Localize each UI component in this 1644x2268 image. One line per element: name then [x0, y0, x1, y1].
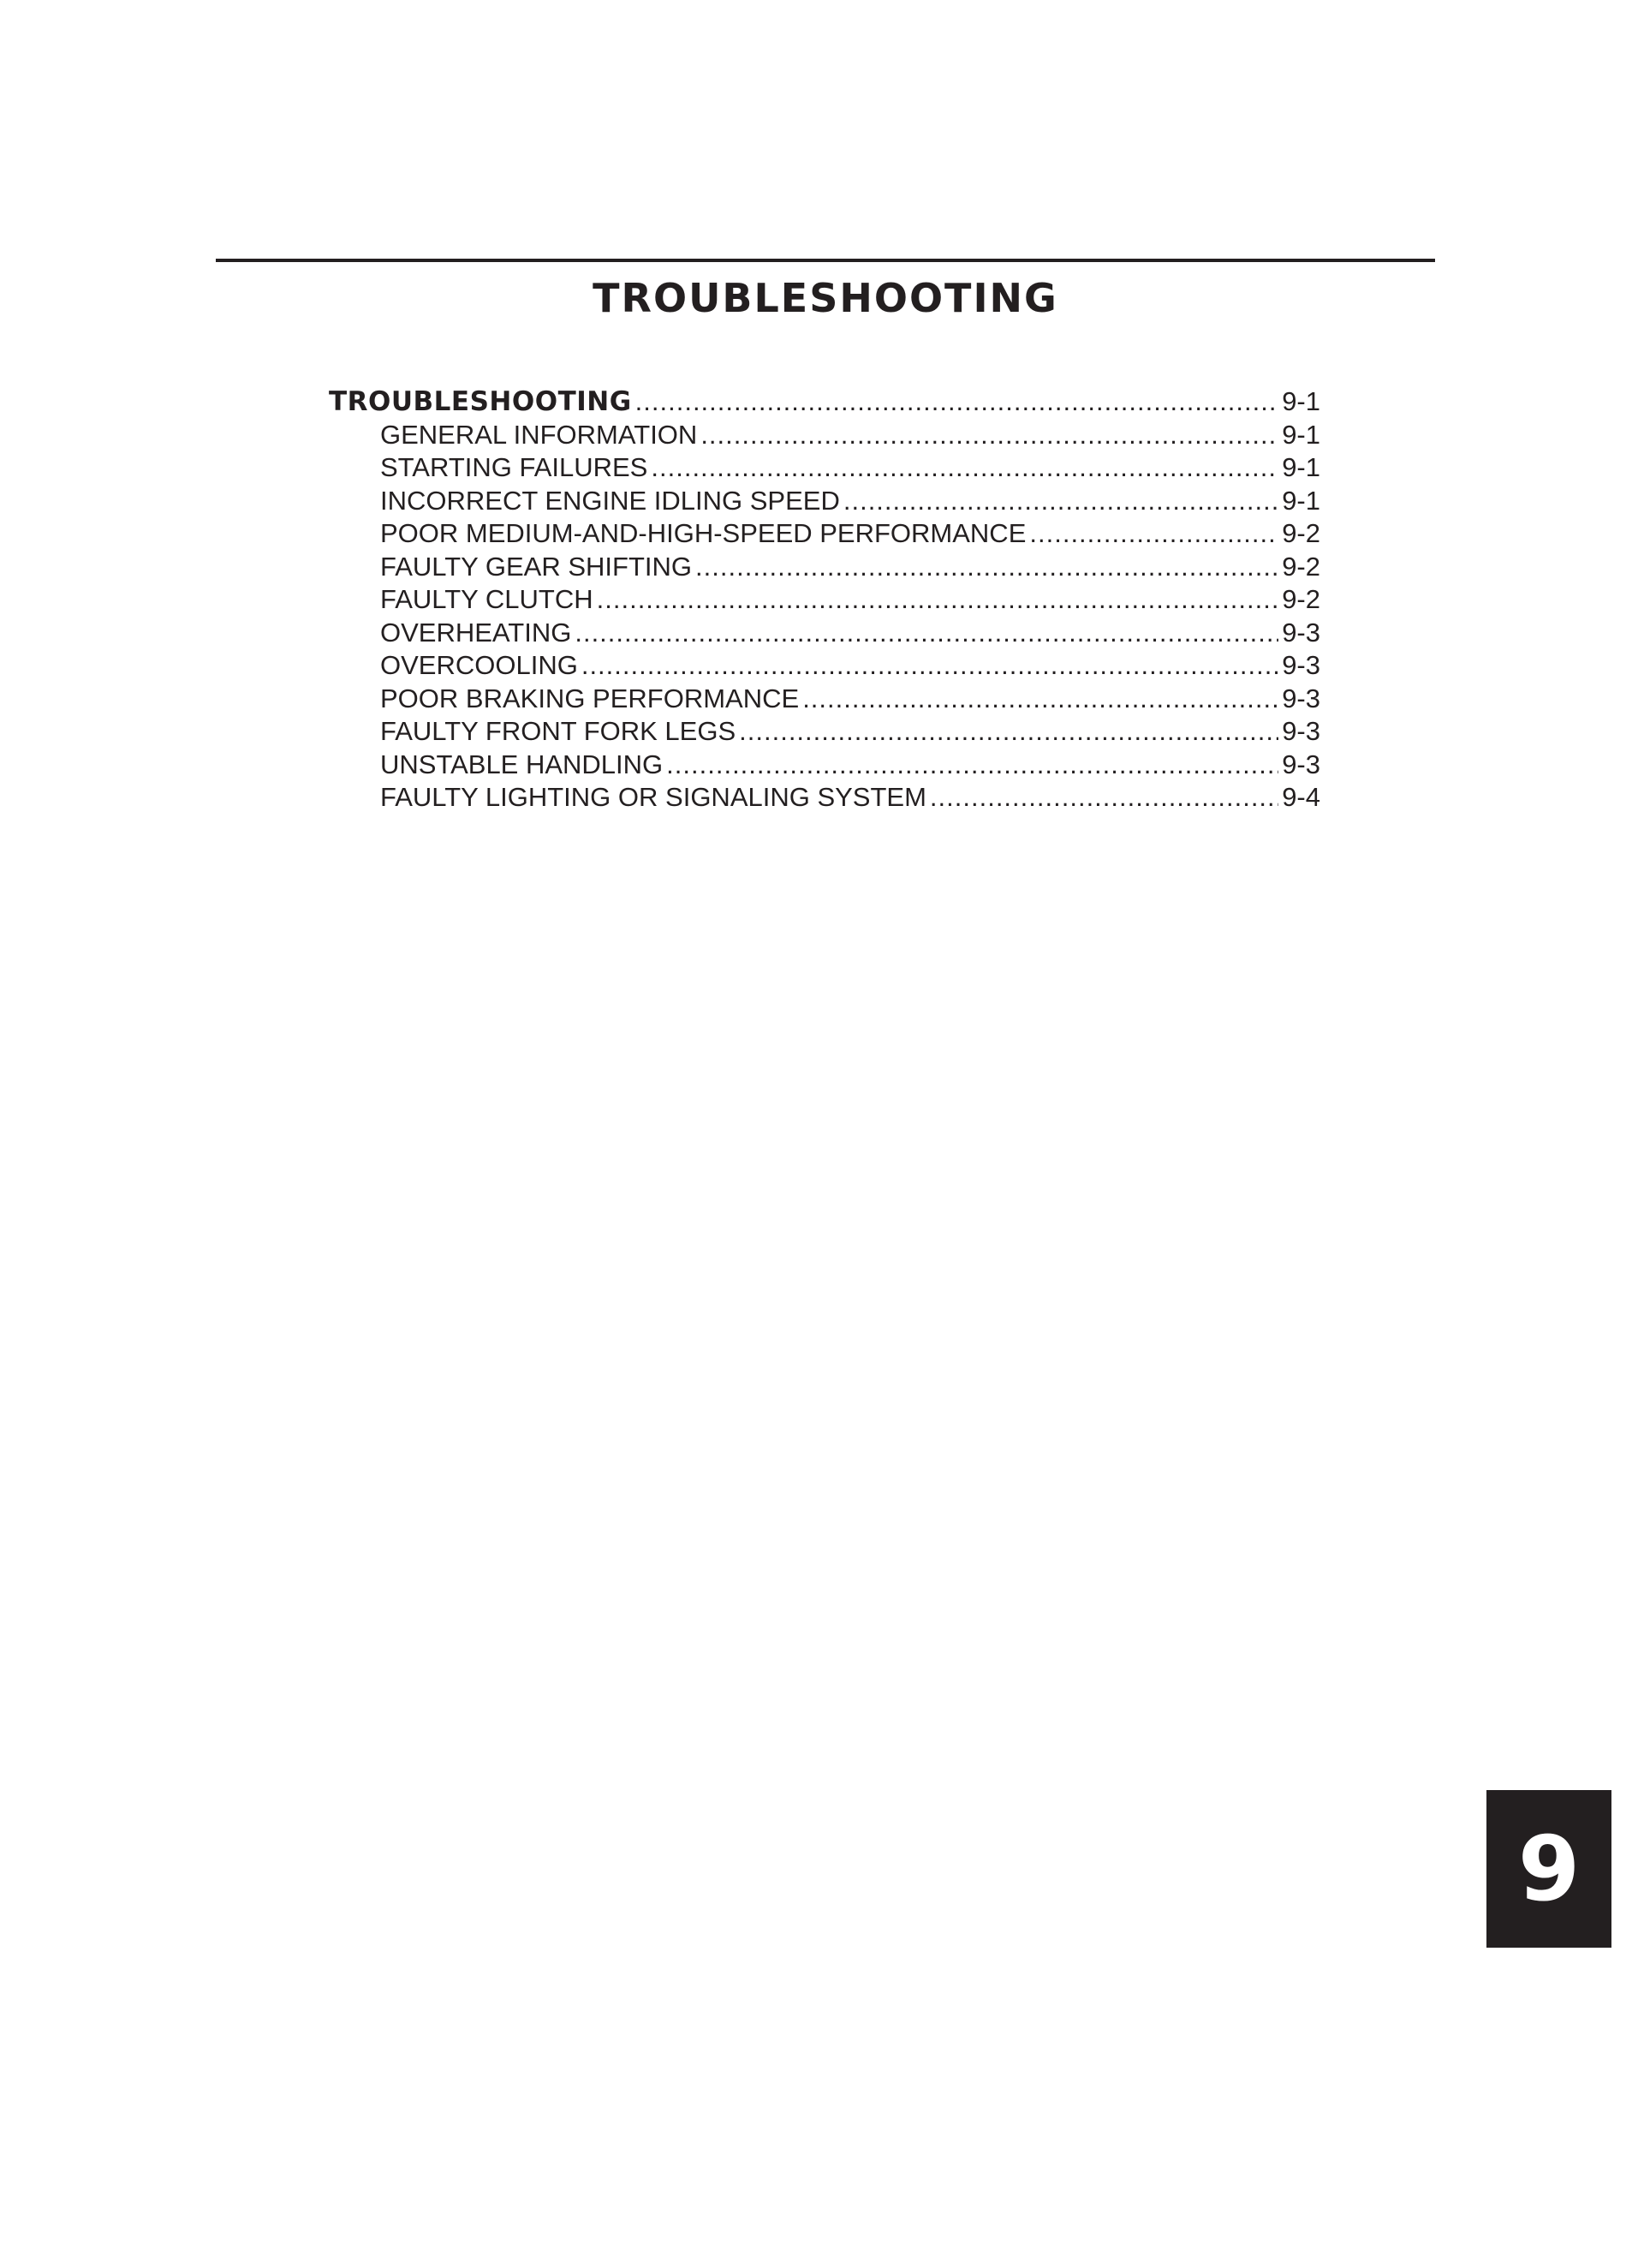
- toc-page-number: 9-3: [1282, 749, 1320, 779]
- toc-page-number: 9-1: [1282, 452, 1320, 482]
- dot-leader: [695, 551, 1278, 584]
- toc-page-number: 9-2: [1282, 518, 1320, 548]
- toc-entry-faulty-gear-shifting[interactable]: [329, 551, 1320, 584]
- dot-leader: [700, 419, 1278, 452]
- toc-entry-troubleshooting[interactable]: [329, 385, 1320, 419]
- dot-leader: [739, 715, 1278, 749]
- header-rule: [216, 259, 1435, 262]
- toc-label: STARTING FAILURES: [380, 452, 648, 482]
- toc-page-number: 9-3: [1282, 650, 1320, 680]
- toc-label: TROUBLESHOOTING: [329, 386, 632, 417]
- toc-entry-poor-braking-performance[interactable]: [329, 683, 1320, 716]
- dot-leader: [651, 451, 1278, 485]
- table-of-contents: [329, 385, 1320, 815]
- toc-label: FAULTY LIGHTING OR SIGNALING SYSTEM: [380, 782, 926, 812]
- toc-entry-overcooling[interactable]: [329, 649, 1320, 683]
- toc-label: UNSTABLE HANDLING: [380, 749, 664, 779]
- toc-page-number: 9-4: [1282, 782, 1320, 812]
- toc-page-number: 9-2: [1282, 551, 1320, 582]
- dot-leader: [930, 781, 1278, 815]
- dot-leader: [635, 385, 1279, 419]
- toc-entry-faulty-lighting-or-signaling-system[interactable]: [329, 781, 1320, 815]
- toc-page-number: 9-3: [1282, 716, 1320, 746]
- toc-label: FAULTY CLUTCH: [380, 584, 593, 614]
- dot-leader: [597, 583, 1279, 617]
- toc-entry-faulty-clutch[interactable]: [329, 583, 1320, 617]
- toc-label: POOR MEDIUM-AND-HIGH-SPEED PERFORMANCE: [380, 518, 1027, 548]
- toc-entry-overheating[interactable]: [329, 617, 1320, 650]
- toc-label: OVERHEATING: [380, 617, 572, 648]
- toc-label: POOR BRAKING PERFORMANCE: [380, 683, 800, 713]
- toc-entry-general-information[interactable]: [329, 419, 1320, 452]
- dot-leader: [1029, 517, 1278, 551]
- toc-entry-faulty-front-fork-legs[interactable]: [329, 715, 1320, 749]
- toc-label: GENERAL INFORMATION: [380, 419, 698, 450]
- toc-label: OVERCOOLING: [380, 650, 578, 680]
- dot-leader: [802, 683, 1278, 716]
- toc-label: INCORRECT ENGINE IDLING SPEED: [380, 485, 840, 516]
- dot-leader: [575, 617, 1278, 650]
- toc-page-number: 9-3: [1282, 683, 1320, 713]
- toc-page-number: 9-1: [1282, 419, 1320, 450]
- toc-page-number: 9-2: [1282, 584, 1320, 614]
- toc-page-number: 9-1: [1282, 485, 1320, 516]
- toc-page-number: 9-3: [1282, 617, 1320, 648]
- toc-entry-unstable-handling[interactable]: [329, 749, 1320, 782]
- dot-leader: [581, 649, 1278, 683]
- chapter-tab-marker: 9: [1486, 1790, 1611, 1948]
- dot-leader: [843, 485, 1278, 518]
- dot-leader: [666, 749, 1278, 782]
- toc-page-number: 9-1: [1282, 386, 1320, 416]
- toc-label: FAULTY GEAR SHIFTING: [380, 551, 693, 582]
- toc-label: FAULTY FRONT FORK LEGS: [380, 716, 736, 746]
- toc-entry-starting-failures[interactable]: [329, 451, 1320, 485]
- toc-entry-incorrect-engine-idling-speed[interactable]: [329, 485, 1320, 518]
- chapter-title: TROUBLESHOOTING: [593, 275, 1058, 321]
- toc-entry-poor-medium-and-high-speed-performance[interactable]: [329, 517, 1320, 551]
